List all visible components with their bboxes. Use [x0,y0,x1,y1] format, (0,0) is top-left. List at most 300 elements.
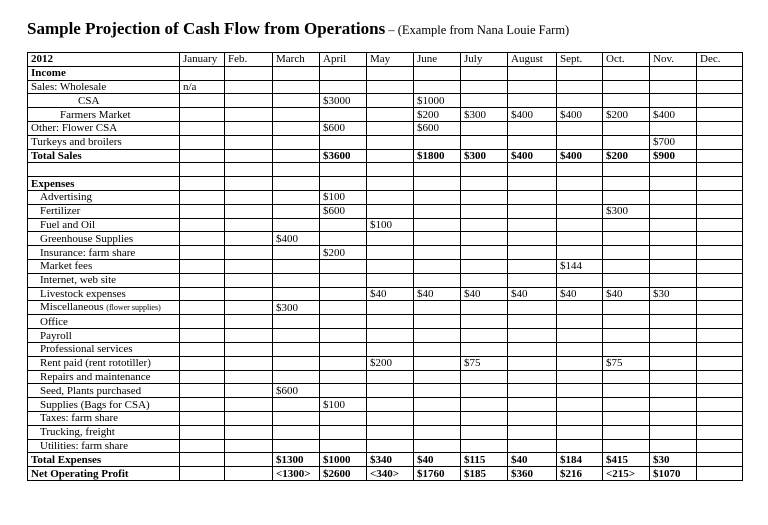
value-cell [367,425,414,439]
value-cell [367,80,414,94]
value-cell [367,135,414,149]
table-row [28,287,743,301]
table-row [28,329,743,343]
table-row [28,425,743,439]
value-cell [320,287,367,301]
value-cell [508,80,557,94]
value-cell: $600 [320,204,367,218]
value-cell [367,149,414,163]
year-cell: 2012 [28,53,180,67]
value-cell [367,204,414,218]
row-label [28,121,180,135]
value-cell: $30 [650,453,697,467]
value-cell: $400 [650,108,697,122]
value-cell [273,135,320,149]
value-cell [557,411,603,425]
value-cell [557,273,603,287]
value-cell [180,453,225,467]
value-cell [650,204,697,218]
value-cell [697,149,743,163]
row-label-text: Turkeys and broilers [31,136,122,149]
value-cell [180,232,225,246]
value-cell [557,439,603,453]
value-cell: $216 [557,467,603,481]
value-cell: $200 [603,108,650,122]
value-cell [180,342,225,356]
value-cell [697,204,743,218]
value-cell: $1760 [414,467,461,481]
table-row [28,315,743,329]
value-cell [320,80,367,94]
value-cell [650,439,697,453]
value-cell [508,356,557,370]
value-cell [557,370,603,384]
row-label-text: Repairs and maintenance [40,370,151,383]
value-cell [557,329,603,343]
value-cell [461,163,508,177]
value-cell: $3000 [320,94,367,108]
value-cell [508,370,557,384]
value-cell: $40 [461,287,508,301]
value-cell: $300 [461,108,508,122]
row-label [28,163,180,177]
value-cell [557,246,603,260]
value-cell [508,411,557,425]
value-cell [508,315,557,329]
table-row [28,356,743,370]
value-cell [650,80,697,94]
value-cell [180,246,225,260]
value-cell [650,163,697,177]
value-cell [414,80,461,94]
value-cell: $75 [461,356,508,370]
title-subtitle: – (Example from Nana Louie Farm) [385,23,570,37]
value-cell: $700 [650,135,697,149]
table-row [28,273,743,287]
value-cell: <1300> [273,467,320,481]
value-cell [180,259,225,273]
value-cell: $75 [603,356,650,370]
value-cell [320,66,367,80]
value-cell: $1800 [414,149,461,163]
value-cell [461,439,508,453]
value-cell [414,370,461,384]
value-cell: $1070 [650,467,697,481]
value-cell [697,66,743,80]
value-cell [320,425,367,439]
value-cell: $200 [367,356,414,370]
value-cell [461,398,508,412]
value-cell [650,259,697,273]
value-cell [461,301,508,315]
value-cell [557,94,603,108]
value-cell: $415 [603,453,650,467]
value-cell [508,398,557,412]
row-label [28,342,180,356]
value-cell [367,384,414,398]
row-label [28,356,180,370]
value-cell [650,190,697,204]
value-cell [508,232,557,246]
value-cell [414,398,461,412]
value-cell [367,121,414,135]
value-cell [650,315,697,329]
value-cell [697,163,743,177]
row-label-text: Sales: Wholesale [31,80,107,93]
value-cell [273,287,320,301]
value-cell [697,398,743,412]
table-row [28,121,743,135]
value-cell [180,149,225,163]
row-label [28,370,180,384]
table-row [28,66,743,80]
value-cell [461,246,508,260]
value-cell [367,439,414,453]
value-cell [603,121,650,135]
row-label-text: Rent paid (rent rototiller) [40,357,151,370]
value-cell [461,329,508,343]
value-cell [557,398,603,412]
row-label-text: Fuel and Oil [40,218,95,231]
row-label [28,453,180,467]
value-cell [508,94,557,108]
value-cell [697,384,743,398]
row-label-text: Advertising [40,191,92,204]
value-cell [225,301,273,315]
value-cell [650,94,697,108]
value-cell: $200 [414,108,461,122]
value-cell [180,329,225,343]
row-label [28,259,180,273]
value-cell [273,259,320,273]
table-row [28,453,743,467]
value-cell [180,425,225,439]
value-cell [367,177,414,191]
value-cell [225,439,273,453]
row-label-text: Office [40,315,68,328]
value-cell [508,218,557,232]
row-label-text: Greenhouse Supplies [40,232,134,245]
value-cell [414,411,461,425]
row-label-text: Taxes: farm share [40,412,119,425]
value-cell [603,177,650,191]
value-cell [225,287,273,301]
value-cell: $40 [557,287,603,301]
value-cell [367,273,414,287]
month-header: Feb. [225,53,273,67]
value-cell [603,163,650,177]
value-cell [273,370,320,384]
value-cell [367,342,414,356]
value-cell: $200 [603,149,650,163]
value-cell [320,259,367,273]
value-cell [273,342,320,356]
value-cell [508,342,557,356]
row-label-text: Total Sales [31,149,82,162]
value-cell [650,301,697,315]
value-cell [650,425,697,439]
value-cell [697,94,743,108]
value-cell [180,287,225,301]
value-cell [697,467,743,481]
value-cell [557,342,603,356]
value-cell: $1300 [273,453,320,467]
row-label [28,177,180,191]
value-cell [180,467,225,481]
value-cell [180,163,225,177]
value-cell: $400 [508,149,557,163]
value-cell [603,329,650,343]
month-header: Nov. [650,53,697,67]
value-cell [273,108,320,122]
value-cell [557,190,603,204]
value-cell [461,370,508,384]
value-cell [367,108,414,122]
value-cell [650,66,697,80]
row-label-text: Other: Flower CSA [31,122,118,135]
value-cell: $40 [414,287,461,301]
month-header: Sept. [557,53,603,67]
row-label [28,80,180,94]
value-cell [603,94,650,108]
value-cell [557,218,603,232]
value-cell [225,273,273,287]
value-cell [603,342,650,356]
value-cell [273,246,320,260]
value-cell [650,329,697,343]
value-cell [180,135,225,149]
row-label [28,384,180,398]
value-cell [603,80,650,94]
row-label-text: Miscellaneous [40,301,104,314]
table-row [28,177,743,191]
row-label [28,190,180,204]
row-label [28,66,180,80]
value-cell: $600 [273,384,320,398]
value-cell [180,439,225,453]
value-cell: $300 [603,204,650,218]
table-row [28,80,743,94]
value-cell [461,232,508,246]
value-cell [414,425,461,439]
row-label [28,232,180,246]
value-cell [557,177,603,191]
value-cell [697,453,743,467]
value-cell [180,121,225,135]
value-cell: $1000 [414,94,461,108]
value-cell [225,218,273,232]
row-label [28,439,180,453]
value-cell: $40 [603,287,650,301]
table-row [28,301,743,315]
value-cell [557,356,603,370]
row-label-text: Farmers Market [60,108,131,121]
value-cell [650,232,697,246]
table-row [28,259,743,273]
table-row [28,94,743,108]
value-cell [557,232,603,246]
value-cell: $1000 [320,453,367,467]
value-cell [697,301,743,315]
value-cell [414,259,461,273]
value-cell [225,80,273,94]
value-cell [461,218,508,232]
value-cell [603,259,650,273]
value-cell [697,356,743,370]
value-cell [461,259,508,273]
value-cell: $400 [557,108,603,122]
value-cell [180,66,225,80]
value-cell [461,135,508,149]
row-label [28,398,180,412]
value-cell: $185 [461,467,508,481]
value-cell [320,356,367,370]
value-cell: $900 [650,149,697,163]
value-cell [508,121,557,135]
value-cell [225,66,273,80]
value-cell [273,398,320,412]
value-cell [414,384,461,398]
value-cell [603,384,650,398]
value-cell: $600 [320,121,367,135]
month-header: May [367,53,414,67]
value-cell [557,121,603,135]
value-cell [225,453,273,467]
value-cell [461,121,508,135]
value-cell [273,80,320,94]
value-cell: $100 [320,398,367,412]
month-header: March [273,53,320,67]
value-cell [414,163,461,177]
value-cell [461,204,508,218]
value-cell [697,287,743,301]
value-cell [320,218,367,232]
value-cell [508,177,557,191]
value-cell: $115 [461,453,508,467]
value-cell [650,370,697,384]
value-cell [273,218,320,232]
value-cell [225,135,273,149]
value-cell [320,273,367,287]
row-label [28,301,180,315]
value-cell [225,315,273,329]
value-cell [180,190,225,204]
value-cell [180,273,225,287]
value-cell: $144 [557,259,603,273]
value-cell [225,108,273,122]
value-cell [557,204,603,218]
row-label-text: Insurance: farm share [40,246,136,259]
value-cell [508,301,557,315]
value-cell [225,370,273,384]
row-label [28,273,180,287]
value-cell [603,246,650,260]
value-cell [461,177,508,191]
value-cell [557,135,603,149]
table-row [28,232,743,246]
value-cell: $600 [414,121,461,135]
value-cell: $100 [367,218,414,232]
row-label-text: Net Operating Profit [31,467,129,480]
row-label-text: Livestock expenses [40,287,126,300]
value-cell [414,301,461,315]
value-cell [461,384,508,398]
table-body [28,53,743,481]
month-header: July [461,53,508,67]
value-cell [414,342,461,356]
value-cell [697,121,743,135]
value-cell [697,315,743,329]
value-cell [603,135,650,149]
cash-flow-table [27,52,743,481]
value-cell [461,273,508,287]
value-cell [225,467,273,481]
value-cell [367,411,414,425]
header-row [28,53,743,67]
value-cell [414,329,461,343]
value-cell [367,163,414,177]
value-cell [320,439,367,453]
value-cell [557,80,603,94]
value-cell [603,273,650,287]
row-label-text: Supplies (Bags for CSA) [40,398,150,411]
value-cell [697,411,743,425]
value-cell [650,356,697,370]
value-cell [414,190,461,204]
value-cell [273,329,320,343]
value-cell [225,384,273,398]
value-cell: $40 [508,287,557,301]
value-cell [650,121,697,135]
value-cell [508,259,557,273]
value-cell [557,384,603,398]
value-cell: $400 [273,232,320,246]
title-main: Sample Projection of Cash Flow from Operations [27,19,386,38]
row-label [28,135,180,149]
value-cell [320,315,367,329]
value-cell [697,370,743,384]
month-header: April [320,53,367,67]
value-cell [557,315,603,329]
value-cell [225,177,273,191]
value-cell [697,190,743,204]
value-cell [180,108,225,122]
value-cell [414,246,461,260]
value-cell: $2600 [320,467,367,481]
value-cell: <340> [367,467,414,481]
value-cell [697,246,743,260]
row-label-text: Internet, web site [40,274,117,287]
value-cell [650,342,697,356]
value-cell [557,301,603,315]
month-header: August [508,53,557,67]
value-cell [697,177,743,191]
value-cell [320,370,367,384]
value-cell [603,232,650,246]
value-cell [180,398,225,412]
table-row [28,190,743,204]
value-cell [508,246,557,260]
value-cell [225,329,273,343]
value-cell [508,190,557,204]
row-label [28,204,180,218]
value-cell [367,66,414,80]
value-cell [508,204,557,218]
value-cell: $400 [508,108,557,122]
value-cell: $400 [557,149,603,163]
value-cell [414,135,461,149]
value-cell [603,425,650,439]
